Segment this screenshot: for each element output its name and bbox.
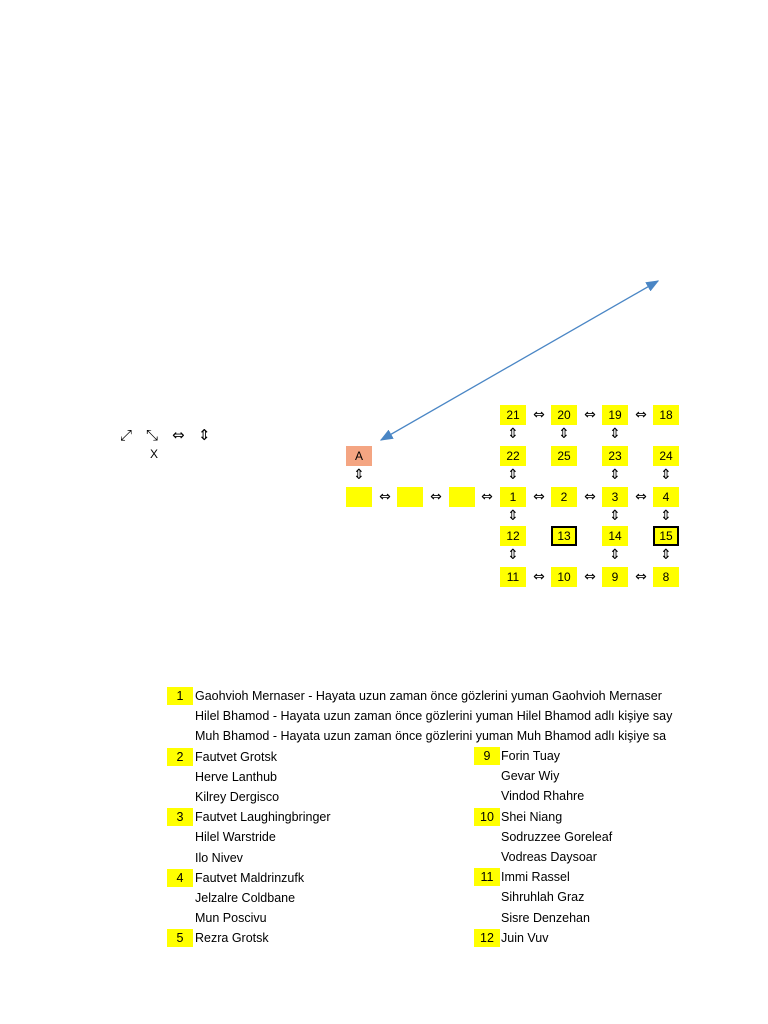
- legend-entry-text: Herve Lanthub: [195, 769, 278, 784]
- legend-entry-text: Vindod Rhahre: [501, 789, 585, 804]
- room-cell: 4: [653, 487, 679, 507]
- vertical-arrow: ⇕: [609, 467, 621, 483]
- horizontal-arrow: ⇔: [379, 489, 391, 505]
- room-cell: 25: [551, 446, 577, 466]
- room-cell-framed: 13: [551, 526, 577, 546]
- horizontal-arrow: ⇔: [635, 569, 647, 585]
- legend-entry-text: Sihruhlah Graz: [501, 890, 585, 905]
- horizontal-arrow: ⇔: [584, 407, 596, 423]
- vertical-arrow: ⇕: [660, 508, 672, 524]
- legend-entry-text: Hilel Warstride: [195, 830, 276, 845]
- legend-entry-text: Ilo Nivev: [195, 850, 243, 865]
- legend-number-badge: 9: [474, 747, 500, 765]
- legend-number-badge: 2: [167, 748, 193, 766]
- room-cell: 11: [500, 567, 526, 587]
- legend-number-badge: 12: [474, 929, 500, 947]
- diagonal-arrow-ne-icon: ⤢: [120, 426, 133, 444]
- legend-entry-text: Hilel Bhamod - Hayata uzun zaman önce gözlerini yuman Hilel Bhamod adlı kişiye say: [195, 709, 673, 724]
- legend-entry-text: Fautvet Laughingbringer: [195, 810, 331, 825]
- room-cell: 21: [500, 405, 526, 425]
- horizontal-arrow: ⇔: [635, 407, 647, 423]
- legend-entry-text: Vodreas Daysoar: [501, 850, 597, 864]
- legend-entry-text: Immi Rassel: [501, 870, 570, 885]
- vertical-arrow: ⇕: [507, 467, 519, 483]
- legend-number-badge: 3: [167, 808, 193, 826]
- horizontal-arrow: ⇔: [533, 569, 545, 585]
- vertical-arrow: ⇕: [609, 426, 621, 442]
- room-cell: 14: [602, 526, 628, 546]
- horizontal-double-arrow-icon: ⇔: [172, 426, 185, 444]
- vertical-arrow: ⇕: [609, 547, 621, 563]
- start-cell: A: [346, 446, 372, 466]
- room-cell: 10: [551, 567, 577, 587]
- room-cell: 19: [602, 405, 628, 425]
- vertical-arrow: ⇕: [558, 426, 570, 442]
- vertical-double-arrow-icon: ⇕: [198, 426, 211, 444]
- room-cell: 8: [653, 567, 679, 587]
- horizontal-arrow: ⇔: [533, 407, 545, 423]
- legend-entry-text: Gaohvioh Mernaser - Hayata uzun zaman önce gözlerini yuman Gaohvioh Mernaser: [195, 689, 662, 703]
- room-cell: 3: [602, 487, 628, 507]
- horizontal-arrow: ⇔: [635, 489, 647, 505]
- vertical-arrow: ⇕: [507, 547, 519, 563]
- legend-entry-text: Sisre Denzehan: [501, 910, 590, 925]
- vertical-arrow: ⇕: [660, 547, 672, 563]
- room-cell: 9: [602, 567, 628, 587]
- room-cell: 23: [602, 446, 628, 466]
- room-cell: 20: [551, 405, 577, 425]
- legend-number-badge: 10: [474, 808, 500, 826]
- legend-entry-text: Mun Poscivu: [195, 911, 267, 926]
- legend-entry-text: Muh Bhamod - Hayata uzun zaman önce gözlerini yuman Muh Bhamod adlı kişiye sa: [195, 729, 667, 744]
- vertical-arrow: ⇕: [353, 467, 365, 483]
- room-cell: 22: [500, 446, 526, 466]
- legend-number-badge: 1: [167, 687, 193, 705]
- vertical-arrow: ⇕: [507, 426, 519, 442]
- legend-number-badge: 4: [167, 869, 193, 887]
- room-cell-framed: 15: [653, 526, 679, 546]
- room-cell: 24: [653, 446, 679, 466]
- legend-entry-text: Juin Vuv: [501, 930, 549, 945]
- x-label: X: [150, 447, 159, 461]
- room-cell: 18: [653, 405, 679, 425]
- legend-entry-text: Kilrey Dergisco: [195, 790, 280, 804]
- legend-number-badge: 5: [167, 929, 193, 947]
- legend-entry-text: Gevar Wiy: [501, 769, 560, 784]
- horizontal-arrow: ⇔: [533, 489, 545, 505]
- legend-entry-text: Fautvet Grotsk: [195, 749, 277, 764]
- room-cell: 1: [500, 487, 526, 507]
- diagonal-arrow-nw-icon: ⤡: [146, 426, 159, 444]
- legend-entry-text: Fautvet Maldrinzufk: [195, 870, 305, 885]
- room-cell: 2: [551, 487, 577, 507]
- legend-entry-text: Jelzalre Coldbane: [195, 891, 296, 905]
- legend-entry-text: Forin Tuay: [501, 749, 561, 763]
- room-cell: 12: [500, 526, 526, 546]
- vertical-arrow: ⇕: [609, 508, 621, 524]
- legend-entry-text: Shei Niang: [501, 809, 563, 824]
- vertical-arrow: ⇕: [507, 508, 519, 524]
- horizontal-arrow: ⇔: [430, 489, 442, 505]
- horizontal-arrow: ⇔: [584, 569, 596, 585]
- legend-number-badge: 11: [474, 868, 500, 886]
- vertical-arrow: ⇕: [660, 467, 672, 483]
- legend-entry-text: Rezra Grotsk: [195, 931, 269, 946]
- legend-entry-text: Sodruzzee Goreleaf: [501, 829, 613, 844]
- horizontal-arrow: ⇔: [481, 489, 493, 505]
- horizontal-arrow: ⇔: [584, 489, 596, 505]
